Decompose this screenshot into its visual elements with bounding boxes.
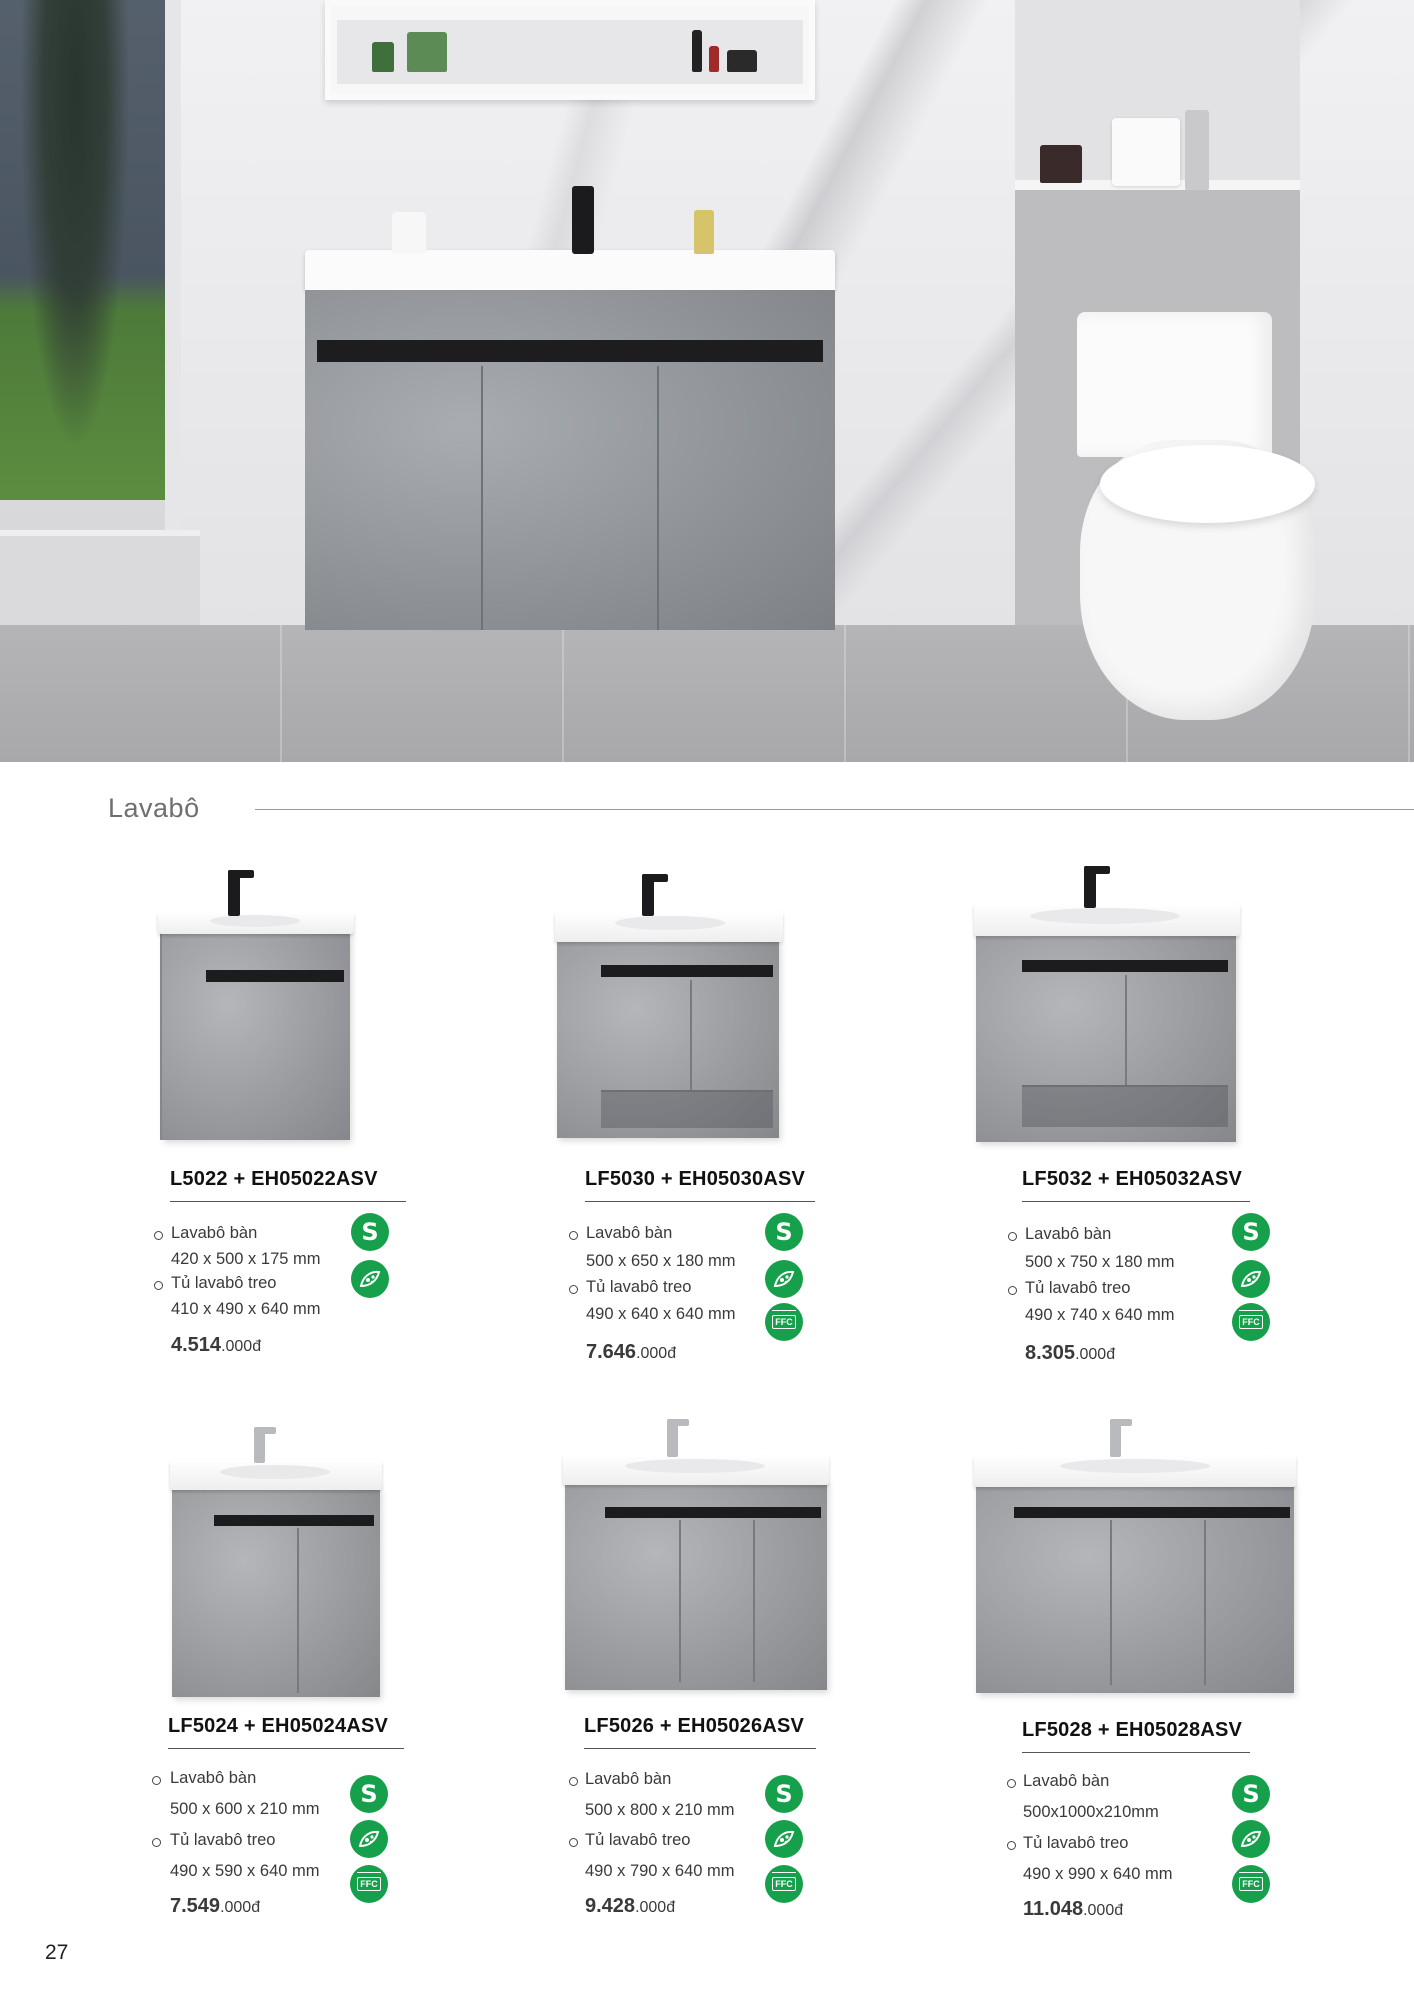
cabinet-door-divider (690, 980, 692, 1090)
bullet-icon (569, 1231, 578, 1240)
antibacterial-icon (1232, 1820, 1270, 1858)
toothbrush-cup (392, 212, 426, 254)
cabinet-size: 490 x 990 x 640 mm (1023, 1865, 1173, 1883)
product-model: LF5026 + EH05026ASV (584, 1715, 805, 1737)
tree-silhouette (20, 0, 130, 450)
ffc-badge-label: FFC (772, 1877, 796, 1891)
cabinet-size: 490 x 640 x 640 mm (586, 1305, 736, 1323)
bullet-icon (569, 1285, 578, 1294)
cabinet-door-divider (753, 1520, 755, 1682)
price-main: 7.646 (586, 1341, 637, 1363)
hero-bathroom-photo (0, 0, 1414, 762)
antibacterial-icon (765, 1260, 803, 1298)
product-card (555, 860, 975, 1420)
antibacterial-icon (1232, 1260, 1270, 1298)
toilet-seat (1100, 445, 1315, 523)
cabinet-handle-band (601, 965, 773, 977)
product-price (1025, 1342, 1115, 1365)
bullet-icon (154, 1281, 163, 1290)
product-price (586, 1341, 676, 1364)
perfume-bottle (407, 32, 447, 72)
model-underline (585, 1201, 815, 1202)
cabinet-label: Tủ lavabô treo (585, 1831, 691, 1849)
hero-vanity-cabinet (305, 290, 835, 630)
product-price (171, 1334, 261, 1357)
page-number: 27 (45, 1941, 69, 1964)
model-underline (584, 1748, 816, 1749)
basin-label: Lavabô bàn (1025, 1225, 1112, 1243)
price-main: 4.514 (171, 1334, 222, 1356)
cabinet-size: 410 x 490 x 640 mm (171, 1300, 321, 1318)
silver-ion-badge-icon: S (1232, 1775, 1270, 1813)
model-underline (170, 1201, 406, 1202)
product-model: LF5028 + EH05028ASV (1022, 1719, 1243, 1741)
cabinet-size: 490 x 790 x 640 mm (585, 1862, 735, 1880)
silver-ion-badge-icon: S (350, 1775, 388, 1813)
vanity-countertop (305, 250, 835, 290)
perfume-bottle (372, 42, 394, 72)
faucet-icon (572, 186, 594, 254)
basin-size: 420 x 500 x 175 mm (171, 1250, 321, 1268)
cabinet-door-divider (679, 1520, 681, 1682)
bullet-icon (1007, 1841, 1016, 1850)
product-price (1023, 1898, 1123, 1921)
product-model: L5022 + EH05022ASV (170, 1168, 378, 1190)
basin-bowl (1060, 1459, 1210, 1473)
silver-ion-badge-icon: S (351, 1213, 389, 1251)
basin-size: 500 x 800 x 210 mm (585, 1801, 735, 1819)
bullet-icon (1008, 1232, 1017, 1241)
price-suffix: .000đ (1083, 1902, 1124, 1919)
bullet-icon (569, 1838, 578, 1847)
antibacterial-icon (765, 1820, 803, 1858)
ffc-badge-label: FFC (772, 1315, 796, 1329)
cabinet-handle-band (605, 1507, 821, 1518)
cabinet-handle-band (214, 1515, 374, 1526)
cabinet-handle-band (317, 340, 823, 362)
cabinet-open-shelf (601, 1090, 773, 1128)
antibacterial-icon (351, 1260, 389, 1298)
price-main: 8.305 (1025, 1342, 1076, 1364)
product-card (150, 1415, 570, 1975)
model-underline (1022, 1752, 1250, 1753)
basin-label: Lavabô bàn (586, 1224, 673, 1242)
ffc-badge-icon (1232, 1303, 1270, 1341)
cabinet-label: Tủ lavabô treo (1025, 1279, 1131, 1297)
cabinet-label: Tủ lavabô treo (170, 1831, 276, 1849)
faucet-spout (228, 870, 254, 878)
cabinet-door-divider (657, 366, 659, 630)
basin-bowl (220, 1465, 330, 1479)
basin-bowl (615, 916, 725, 930)
price-suffix: .000đ (220, 1899, 261, 1916)
faucet-spout (1084, 866, 1110, 874)
bullet-icon (152, 1838, 161, 1847)
cream-jar (1040, 145, 1082, 183)
cosmetic-jar (727, 50, 757, 72)
cabinet-handle-band (206, 970, 344, 982)
basin-label: Lavabô bàn (170, 1769, 257, 1787)
wall-shelf (325, 0, 815, 100)
soap-bottle (1185, 110, 1209, 190)
cabinet-door-divider (481, 366, 483, 630)
cabinet-handle-band (1022, 960, 1228, 972)
basin-size: 500 x 600 x 210 mm (170, 1800, 320, 1818)
ffc-badge-label: FFC (1239, 1315, 1263, 1329)
antibacterial-icon (350, 1820, 388, 1858)
bullet-icon (152, 1776, 161, 1785)
faucet-spout (667, 1419, 689, 1426)
price-suffix: .000đ (1075, 1346, 1116, 1363)
toilet-tank (1077, 312, 1272, 457)
ffc-badge-icon (1232, 1865, 1270, 1903)
cabinet-door-divider (1125, 975, 1127, 1085)
silver-ion-badge-icon: S (765, 1775, 803, 1813)
ffc-badge-label: FFC (1239, 1877, 1263, 1891)
bullet-icon (1008, 1286, 1017, 1295)
cabinet-label: Tủ lavabô treo (171, 1274, 277, 1292)
ffc-badge-icon (765, 1865, 803, 1903)
cosmetic-bottle (692, 30, 702, 72)
price-main: 9.428 (585, 1895, 636, 1917)
price-suffix: .000đ (636, 1345, 677, 1362)
tissue-box (1112, 118, 1180, 186)
basin-label: Lavabô bàn (171, 1224, 258, 1242)
basin-size: 500 x 750 x 180 mm (1025, 1253, 1175, 1271)
silver-ion-badge-icon: S (765, 1213, 803, 1251)
bullet-icon (569, 1777, 578, 1786)
product-card (150, 860, 570, 1420)
ffc-badge-icon (765, 1303, 803, 1341)
model-underline (1022, 1201, 1250, 1202)
ffc-badge-label: FFC (357, 1877, 381, 1891)
cabinet-label: Tủ lavabô treo (1023, 1834, 1129, 1852)
basin-label: Lavabô bàn (1023, 1772, 1110, 1790)
product-model: LF5032 + EH05032ASV (1022, 1168, 1243, 1190)
basin-size: 500 x 650 x 180 mm (586, 1252, 736, 1270)
cabinet-door-divider (1204, 1520, 1206, 1685)
basin-bowl (210, 915, 300, 927)
product-card (555, 1415, 975, 1975)
faucet-spout (1110, 1419, 1132, 1426)
product-model: LF5030 + EH05030ASV (585, 1168, 806, 1190)
bullet-icon (154, 1231, 163, 1240)
basin-size: 500x1000x210mm (1023, 1803, 1159, 1821)
cabinet-door-divider (297, 1528, 299, 1693)
faucet-spout (254, 1427, 276, 1434)
product-card (970, 860, 1390, 1420)
diffuser-bottle (694, 210, 714, 254)
faucet-spout (642, 874, 668, 882)
cabinet-label: Tủ lavabô treo (586, 1278, 692, 1296)
cabinet-size: 490 x 740 x 640 mm (1025, 1306, 1175, 1324)
section-divider (255, 809, 1414, 810)
price-suffix: .000đ (221, 1338, 262, 1355)
bullet-icon (1007, 1779, 1016, 1788)
ffc-badge-icon (350, 1865, 388, 1903)
product-price (170, 1895, 260, 1918)
price-main: 11.048 (1023, 1898, 1084, 1920)
cabinet-handle-band (1014, 1507, 1290, 1518)
cabinet-size: 490 x 590 x 640 mm (170, 1862, 320, 1880)
lipstick (709, 46, 719, 72)
product-price (585, 1895, 675, 1918)
cabinet-open-shelf (1022, 1085, 1228, 1127)
price-suffix: .000đ (635, 1899, 676, 1916)
model-underline (168, 1748, 404, 1749)
silver-ion-badge-icon: S (1232, 1213, 1270, 1251)
section-title: Lavabô (108, 793, 200, 823)
basin-bowl (625, 1459, 765, 1473)
product-model: LF5024 + EH05024ASV (168, 1715, 389, 1737)
cabinet-door-divider (1110, 1520, 1112, 1685)
basin-bowl (1030, 908, 1180, 924)
product-card (970, 1415, 1390, 1975)
cabinet-body (162, 930, 350, 1140)
basin-label: Lavabô bàn (585, 1770, 672, 1788)
price-main: 7.549 (170, 1895, 221, 1917)
